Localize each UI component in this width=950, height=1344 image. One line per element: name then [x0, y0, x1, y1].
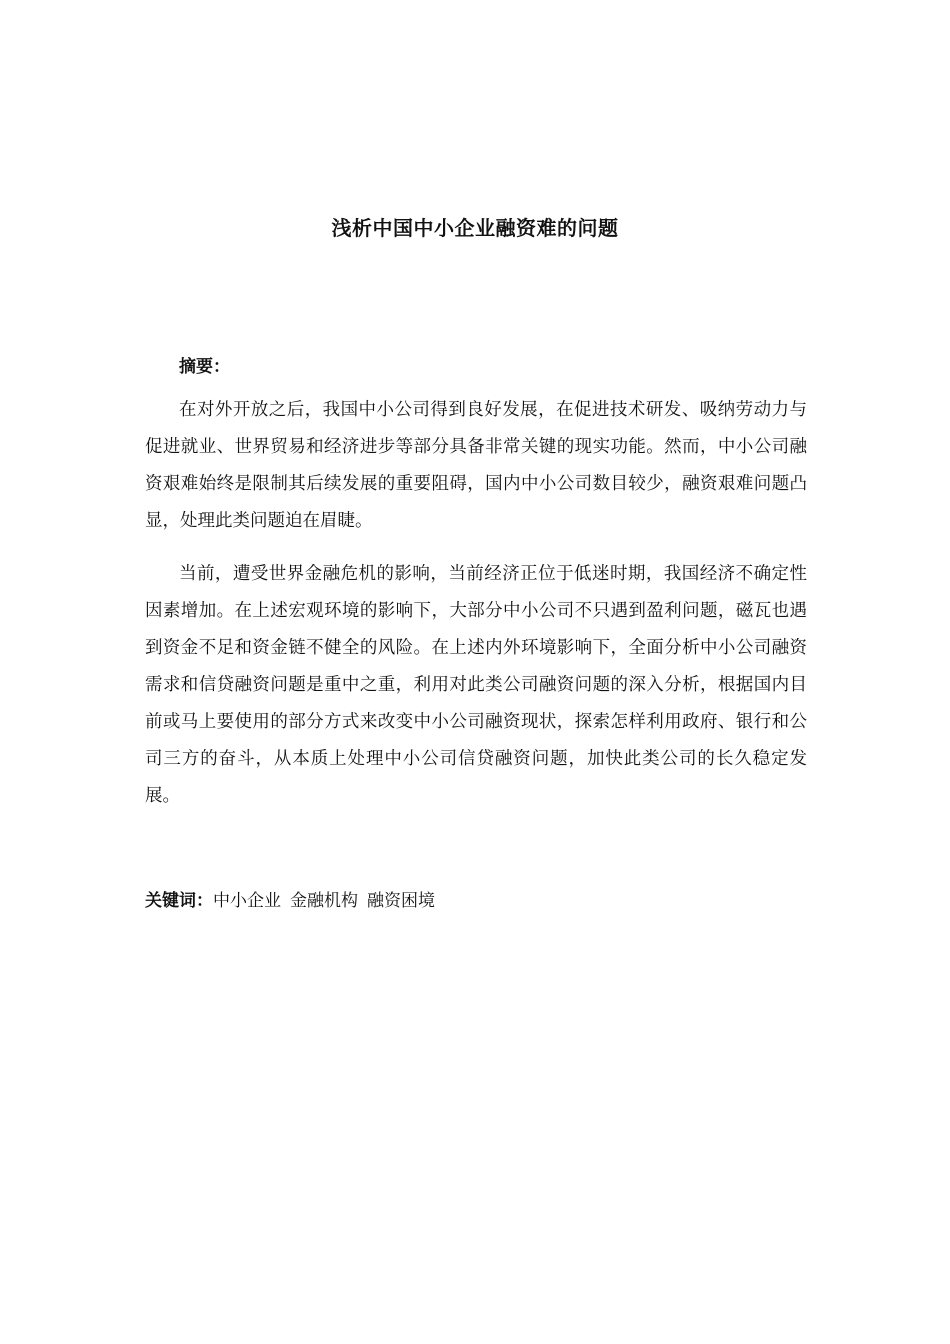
keyword-item: 金融机构: [290, 891, 358, 911]
keywords-line: [145, 886, 444, 911]
keywords-label: 关键词：: [145, 891, 213, 911]
abstract-paragraph-1: 在对外开放之后，我国中小公司得到良好发展，在促进技术研发、吸纳劳动力与促进就业、世界贸易和经济进步等部分具备非常关键的现实功能。然而，中小公司融资艰难始终是限制其后续发展的重要阻碍，国内中小公司数目较少，融资艰难问题凸显，处理此类问题迫在眉睫。: [145, 400, 807, 531]
keyword-item: 中小企业: [213, 891, 281, 911]
document-title: 浅析中国中小企业融资难的问题: [331, 216, 619, 240]
abstract-paragraph-2: 当前，遭受世界金融危机的影响，当前经济正位于低迷时期，我国经济不确定性因素增加。在上述宏观环境的影响下，大部分中小公司不只遇到盈利问题，磁瓦也遇到资金不足和资金链不健全的风险。在上述内外环境影响下，全面分析中小公司融资需求和信贷融资问题是重中之重，利用对此类公司融资问题的深入分析，根据国内目前或马上要使用的部分方式来改变中小公司融资现状，探索怎样利用政府、银行和公司三方的奋斗，从本质上处理中小公司信贷融资问题，加快此类公司的长久稳定发展。: [145, 564, 807, 806]
abstract-label: 摘要：: [179, 357, 230, 377]
keyword-item: 融资困境: [367, 891, 435, 911]
